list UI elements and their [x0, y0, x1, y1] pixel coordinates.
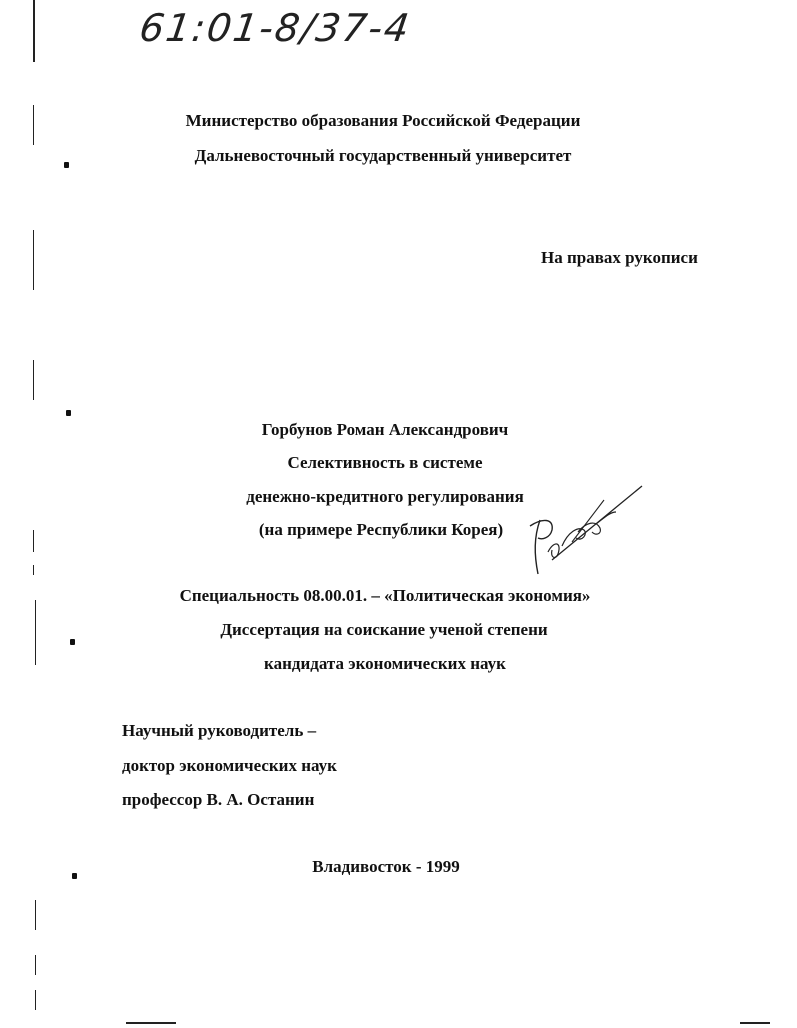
scan-edge-line: [35, 990, 36, 1010]
thesis-title-line-3: (на примере Республики Корея): [258, 520, 504, 539]
scan-edge-line: [33, 105, 34, 145]
scan-edge-line: [35, 600, 36, 665]
place-year: Владивосток - 1999: [312, 857, 460, 876]
ministry-heading: Министерство образования Российской Федерации: [185, 111, 581, 130]
author-name: Горбунов Роман Александрович: [261, 420, 509, 439]
degree-line-2: кандидата экономических наук: [264, 654, 506, 673]
supervisor-line-3: профессор В. А. Останин: [122, 790, 315, 809]
university-heading: Дальневосточный государственный университет: [194, 146, 572, 165]
scan-bottom-mark: [126, 1022, 176, 1024]
manuscript-note: На правах рукописи: [541, 248, 698, 267]
punch-mark: [70, 639, 75, 645]
thesis-title-line-2: денежно-кредитного регулирования: [246, 487, 524, 506]
scan-edge-line: [35, 900, 36, 930]
scan-edge-line: [35, 955, 36, 975]
degree-line-1: Диссертация на соискание ученой степени: [220, 620, 548, 639]
scan-edge-line: [33, 565, 34, 575]
archive-number: 61:01-8/37-4: [136, 6, 414, 50]
punch-mark: [64, 162, 69, 168]
punch-mark: [66, 410, 71, 416]
scan-edge-line: [33, 0, 35, 62]
supervisor-line-1: Научный руководитель –: [122, 721, 317, 740]
author-signature: [512, 482, 652, 582]
scan-edge-line: [33, 230, 34, 290]
scan-edge-line: [33, 360, 34, 400]
punch-mark: [72, 873, 77, 879]
specialty-line: Специальность 08.00.01. – «Политическая экономия»: [179, 586, 591, 605]
scan-bottom-mark: [740, 1022, 770, 1024]
thesis-title-line-1: Селективность в системе: [287, 453, 483, 472]
scan-edge-line: [33, 530, 34, 552]
supervisor-line-2: доктор экономических наук: [122, 756, 337, 775]
